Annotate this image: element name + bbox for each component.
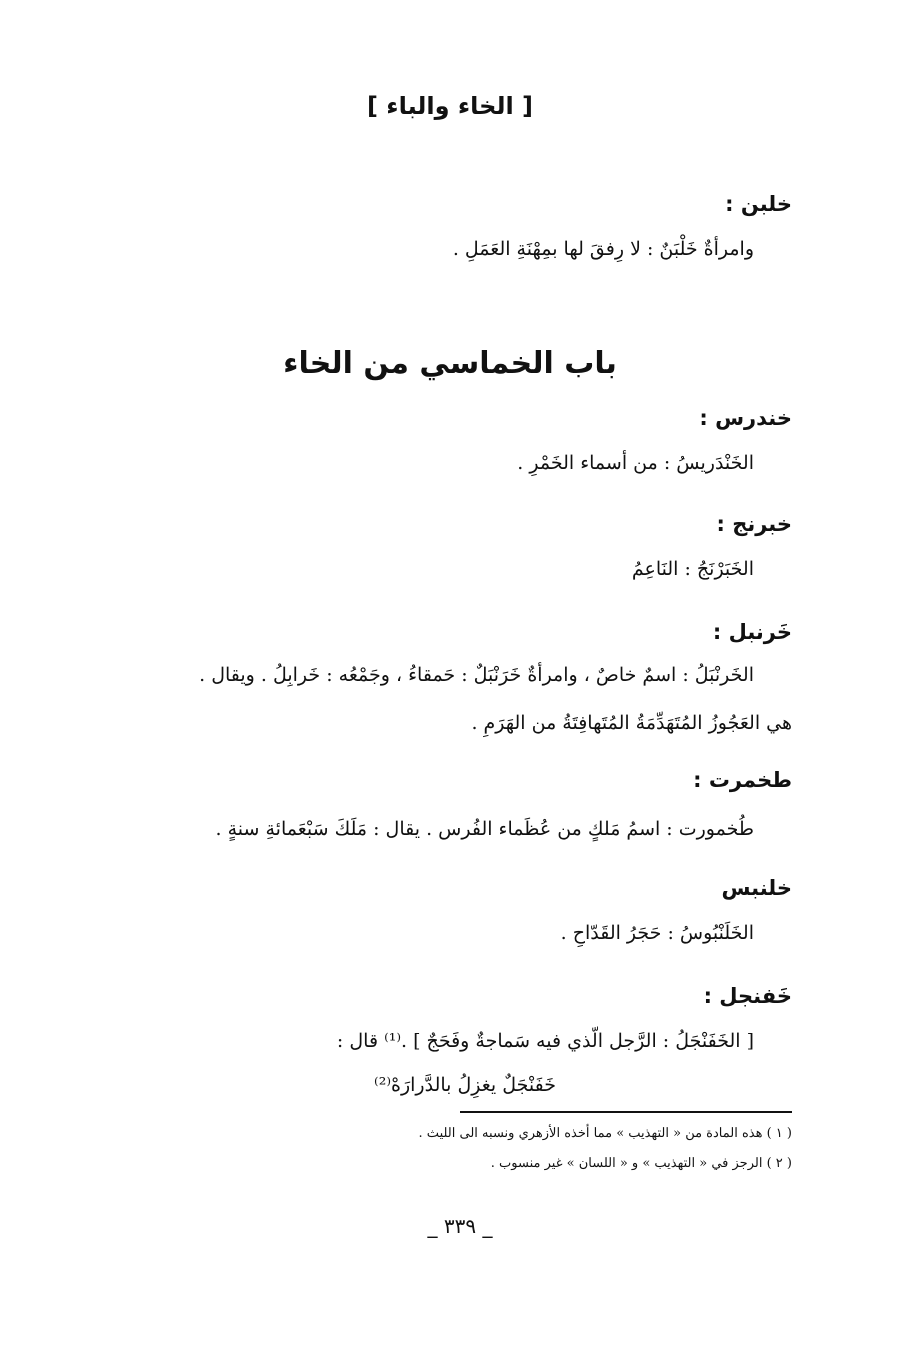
entry-head-khndrs: خندرس : — [699, 406, 792, 430]
verse-line: خَفَنْجَلٌ يغزِلُ بالدَّرارَهْ⁽²⁾ — [374, 1074, 556, 1096]
chapter-title: باب الخماسي من الخاء — [283, 346, 617, 381]
entry-head-tkhmrt: طخمرت : — [693, 768, 792, 792]
section-title: [ الخاء والباء ] — [366, 92, 534, 120]
entry-head-khlnbs: خلنبس — [721, 876, 792, 900]
entry-head-khrnbl: خَرنبل : — [712, 620, 792, 644]
footnote-2: ( ٢ ) الرجز في « التهذيب » و « اللسان » غير منسوب . — [490, 1156, 792, 1171]
entry-line: الخَنْدَريسُ : من أسماء الخَمْرِ . — [517, 452, 754, 474]
entry-line: طُخمورت : اسمُ مَلكٍ من عُظَماء الفُرس . يقال : مَلَكَ سَبْعَمائةِ سنةٍ . — [215, 818, 754, 840]
entry-line: وامرأةٌ خَلْبَنٌ : لا رِفقَ لها بمِهْنَةِ العَمَلِ . — [452, 238, 754, 260]
entry-line: [ الخَفَنْجَلُ : الرَّجل الّذي فيه سَماجةٌ وفَحَجٌ ] .⁽¹⁾ قال : — [336, 1030, 754, 1052]
entry-head-khlbn: خلبن : — [725, 192, 792, 216]
entry-line: الخَبَرْنَجُ : النَاعِمُ — [631, 558, 754, 580]
entry-line: الخَلَنْبُوسُ : حَجَرُ القَدّاحِ . — [560, 922, 754, 944]
footnote-rule — [460, 1111, 792, 1113]
footnote-1: ( ١ ) هذه المادة من « التهذيب » مما أخذه الأزهري ونسبه الى الليث . — [418, 1126, 792, 1141]
entry-line: هي العَجُوزُ المُتَهَدِّمَةُ المُتَهافِتَةُ من الهَرَمِ . — [471, 712, 792, 734]
page-number: _ ٣٣٩ _ — [427, 1214, 493, 1238]
entry-line: الخَرنْبَلُ : اسمٌ خاصٌ ، وامرأةٌ خَرَنْبَلٌ : حَمقاءُ ، وجَمْعُه : خَرابِلُ . ويقال . — [199, 664, 754, 686]
entry-head-khbrnj: خبرنج : — [716, 512, 792, 536]
entry-head-khfnjl: خَفنجل : — [703, 984, 792, 1008]
